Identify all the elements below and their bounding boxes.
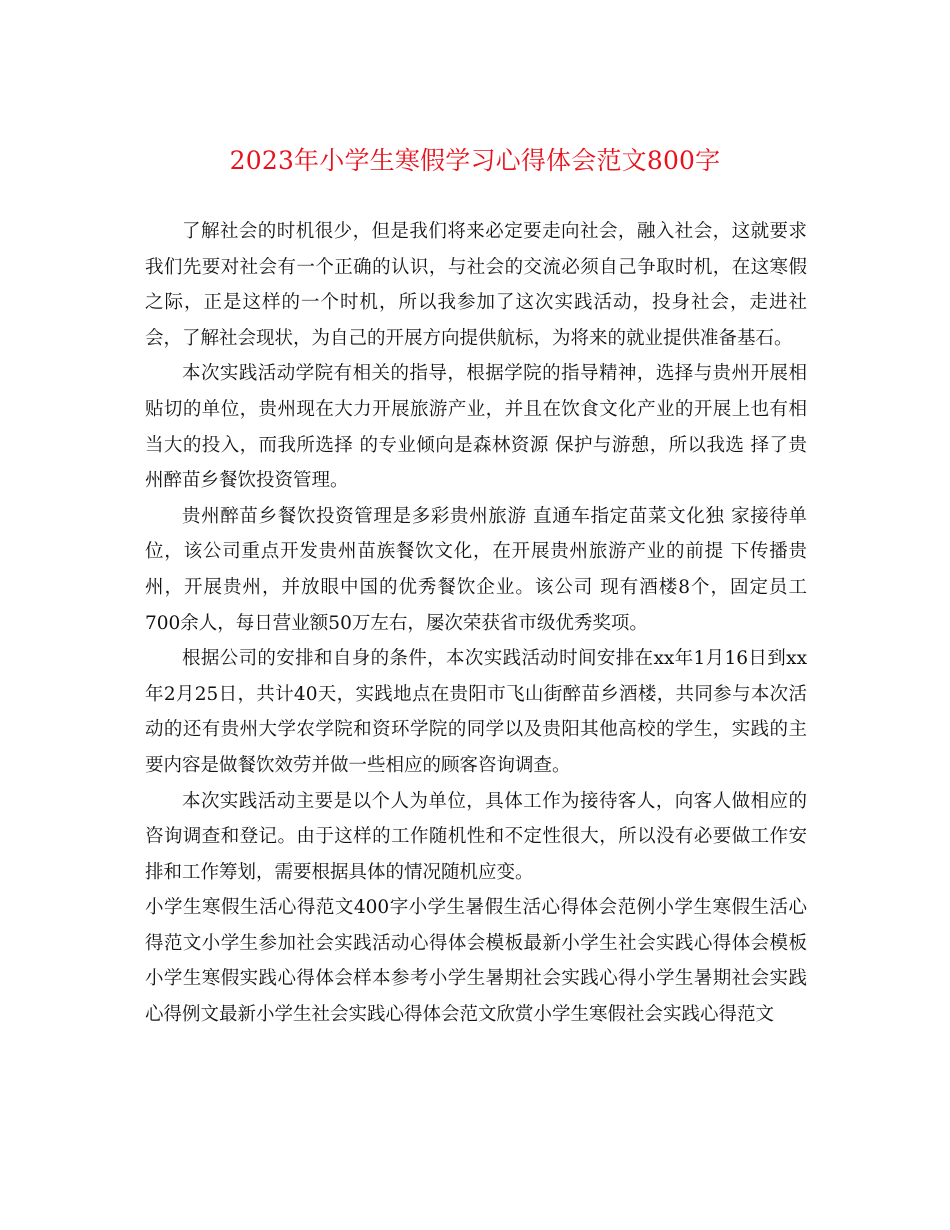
paragraph: 贵州醉苗乡餐饮投资管理是多彩贵州旅游 直通车指定苗菜文化独 家接待单位，该公司重点开发贵州苗族餐饮文化，在开展贵州旅游产业的前提 下传播贵州，开展贵州，并放眼中国的优秀餐饮企业。该公司 现有酒楼8个，固定员工700余人，每日营业额50万左右，屡次荣获省市级优秀奖项。 [145,505,807,634]
paragraph: 本次实践活动主要是以个人为单位，具体工作为接待客人，向客人做相应的咨询调查和登记。由于这样的工作随机性和不定性很大，所以没有必要做工作安排和工作筹划，需要根据具体的情况随机应变。 [145,790,807,883]
document-title: 2023年小学生寒假学习心得体会范文800字 [229,146,721,175]
related-articles-text: 小学生寒假生活心得范文400字小学生暑假生活心得体会范例小学生寒假生活心得范文小学生参加社会实践活动心得体会模板最新小学生社会实践心得体会模板小学生寒假实践心得体会样本参考小学生暑期社会实践心得小学生暑期社会实践心得例文最新小学生社会实践心得体会范文欣赏小学生寒假社会实践心得范文 [145,897,807,1026]
paragraph: 根据公司的安排和自身的条件，本次实践活动时间安排在xx年1月16日到xx年2月25日，共计40天，实践地点在贵阳市飞山街醉苗乡酒楼，共同参与本次活动的还有贵州大学农学院和资环学院的同学以及贵阳其他高校的学生，实践的主要内容是做餐饮效劳并做一些相应的顾客咨询调查。 [145,648,807,776]
paragraph: 了解社会的时机很少，但是我们将来必定要走向社会，融入社会，这就要求我们先要对社会有一个正确的认识，与社会的交流必须自己争取时机，在这寒假之际，正是这样的一个时机，所以我参加了这次实践活动，投身社会，走进社会，了解社会现状，为自己的开展方向提供航标，为将来的就业提供准备基石。 [145,221,807,349]
document-body [145,214,807,1033]
paragraph: 本次实践活动学院有相关的指导，根据学院的指导精神，选择与贵州开展相贴切的单位，贵州现在大力开展旅游产业，并且在饮食文化产业的开展上也有相当大的投入，而我所选择 的专业倾向是森林资源 保护与游憩，所以我选 择了贵州醉苗乡餐饮投资管理。 [145,363,807,492]
